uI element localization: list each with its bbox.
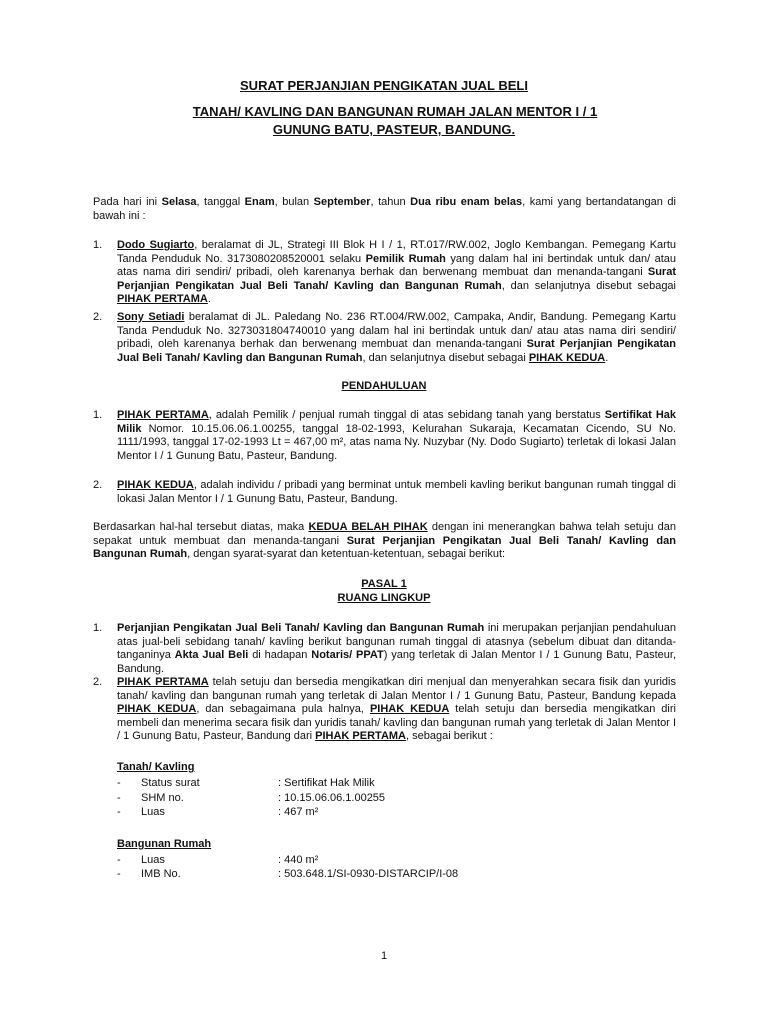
- party-1-paragraph: [117, 239, 676, 307]
- tanah-row: [0, 777, 768, 791]
- party-2-name: Sony Setiadi: [117, 311, 185, 323]
- row-dash: -: [117, 792, 121, 804]
- row-label: SHM no.: [141, 792, 184, 804]
- intro-day: Selasa: [161, 196, 197, 208]
- pendahuluan-1-text: Nomor. 10.15.06.06.1.00255, tanggal 18-02-1993, Kelurahan Sukaraja, Kecamatan Cicendo, SU No. 1111/1993, tanggal 17-02-1993 Lt = 467,00 m², atas nama Ny. Nuzybar (Ny. Dodo Sugiarto) terletak di lokasi Jalan Mentor I / 1 Gunung Batu, Pasteur, Bandung.: [117, 422, 676, 462]
- row-value: : 467 m²: [278, 806, 319, 818]
- pendahuluan-2-paragraph: [117, 479, 676, 506]
- party-1-text: .: [207, 293, 211, 306]
- party-1-name: Dodo Sugiarto: [117, 239, 195, 251]
- closing-text: , dengan syarat-syarat dan ketentuan-ketentuan, sebagai berikut:: [187, 548, 506, 561]
- intro-date: Enam: [244, 196, 275, 208]
- intro-text: , kami yang bertandatangan di bawah ini :: [93, 196, 676, 222]
- tanah-row: [0, 806, 768, 820]
- party-1-text: yang dalam hal ini bertindak untuk dan/ atau atas nama diri sendiri/ pribadi, oleh karenanya berhak dan berwenang membuat dan menanda-tangani: [117, 252, 677, 279]
- pasal-1-item-1-text: ini merupakan perjanjian pendahuluan atas jual-beli sebidang tanah/ kavling berikut bangunan rumah tinggal di atasnya (sebelum dibuat dan ditanda-tanganinya: [117, 622, 676, 662]
- pasal-1-item-2-alias: PIHAK KEDUA: [369, 703, 450, 716]
- ruang-lingkup-heading: RUANG LINGKUP: [337, 592, 431, 604]
- tanah-kavling-heading: Tanah/ Kavling: [117, 761, 195, 773]
- party-1-role: Pemilik Rumah: [365, 252, 446, 265]
- pasal-1-item-1-text: di hadapan: [248, 649, 312, 662]
- row-dash: -: [117, 868, 121, 880]
- pasal-1-item-2-number: 2.: [93, 676, 103, 688]
- pendahuluan-heading: PENDAHULUAN: [341, 380, 427, 392]
- party-1-number: 1.: [93, 239, 103, 251]
- party-1-document-name: Surat Perjanjian Pengikatan Jual Beli Tanah/ Kavling dan Bangunan Rumah: [117, 266, 676, 292]
- closing-text: dengan ini menerangkan bahwa telah setuju dan sepakat untuk membuat dan menanda-tangani: [93, 521, 676, 547]
- bangunan-row: [0, 868, 768, 882]
- pasal-1-heading: PASAL 1: [361, 578, 407, 590]
- pendahuluan-closing-paragraph: [93, 521, 676, 562]
- title-line-2: TANAH/ KAVLING DAN BANGUNAN RUMAH JALAN MENTOR I / 1: [192, 104, 598, 119]
- pasal-1-item-1-akta: Akta Jual Beli: [174, 649, 249, 662]
- closing-document-name: Surat Perjanjian Pengikatan Jual Beli Tanah/ Kavling dan Bangunan Rumah: [93, 534, 676, 561]
- bangunan-rumah-heading: Bangunan Rumah: [117, 838, 212, 850]
- title-line-1: SURAT PERJANJIAN PENGIKATAN JUAL BELI: [240, 78, 528, 93]
- party-2-number: 2.: [93, 311, 103, 323]
- party-2-text: .: [605, 351, 609, 364]
- row-label: Luas: [141, 806, 165, 818]
- row-value: : 10.15.06.06.1.00255: [278, 792, 386, 804]
- pendahuluan-1-certificate: Sertifikat Hak Milik: [117, 409, 676, 435]
- row-label: IMB No.: [141, 868, 181, 880]
- closing-both-parties: KEDUA BELAH PIHAK: [308, 521, 428, 533]
- row-dash: -: [117, 777, 121, 789]
- pendahuluan-2-number: 2.: [93, 479, 103, 491]
- party-2-text: , dan selanjutnya disebut sebagai: [362, 351, 529, 364]
- pasal-1-item-1-paragraph: [117, 622, 676, 676]
- closing-text: Berdasarkan hal-hal tersebut diatas, maka: [93, 521, 309, 533]
- row-dash: -: [117, 806, 121, 818]
- pasal-1-item-2-alias: PIHAK PERTAMA: [117, 676, 209, 688]
- pasal-1-item-2-alias: PIHAK KEDUA: [117, 703, 197, 716]
- pasal-1-item-2-text: , dan sebagaimana pula halnya,: [196, 703, 370, 716]
- row-value: : 503.648.1/SI-0930-DISTARCIP/I-08: [278, 868, 459, 880]
- pendahuluan-1-alias: PIHAK PERTAMA: [117, 409, 209, 421]
- intro-text: , bulan: [274, 196, 314, 208]
- pasal-1-item-1-document-name: Perjanjian Pengikatan Jual Beli Tanah/ Kavling dan Bangunan Rumah: [117, 622, 485, 634]
- party-2-paragraph: [117, 311, 676, 365]
- row-label: Luas: [141, 854, 165, 866]
- party-2-alias: PIHAK KEDUA: [528, 351, 606, 364]
- intro-year: Dua ribu enam belas: [410, 196, 523, 208]
- intro-month: September: [313, 196, 371, 208]
- intro-text: Pada hari ini: [93, 196, 162, 208]
- pendahuluan-2-text: , adalah individu / pribadi yang berminat untuk membeli kavling berikut bangunan rumah tinggal di lokasi Jalan Mentor I / 1 Gunung Batu, Pasteur, Bandung.: [117, 479, 676, 505]
- pendahuluan-1-text: , adalah Pemilik / penjual rumah tinggal di atas sebidang tanah yang berstatus: [208, 409, 605, 421]
- pasal-1-item-2-paragraph: [117, 676, 676, 744]
- pasal-1-item-2-alias: PIHAK PERTAMA: [315, 730, 406, 743]
- intro-text: , tanggal: [196, 196, 245, 208]
- pasal-1-item-1-notary: Notaris/ PPAT: [311, 649, 384, 662]
- party-1-text: , beralamat di JL, Strategi III Blok H I / 1, RT.017/RW.002, Joglo Kembangan. Pemegang Kartu Tanda Penduduk No. 3173080208520001 selaku: [117, 239, 676, 265]
- row-value: : Sertifikat Hak Milik: [278, 777, 375, 789]
- title-line-3: GUNUNG BATU, PASTEUR, BANDUNG.: [272, 122, 516, 137]
- intro-paragraph: [93, 196, 676, 223]
- row-value: : 440 m²: [278, 854, 319, 866]
- pasal-1-item-2-text: telah setuju dan bersedia mengikatkan diri menjual dan menyerahkan secara fisik dan yuridis tanah/ kavling dan bangunan rumah yang terletak di Jalan Mentor I / 1 Gunung Batu, Pasteur, Bandung kepada: [117, 676, 676, 702]
- pendahuluan-1-number: 1.: [93, 409, 103, 421]
- party-2-document-name: Surat Perjanjian Pengikatan Jual Beli Tanah/ Kavling dan Bangunan Rumah: [117, 338, 676, 364]
- intro-text: , tahun: [370, 196, 411, 208]
- page-number: 1: [380, 950, 388, 962]
- pasal-1-item-1-number: 1.: [93, 622, 103, 634]
- pendahuluan-1-paragraph: [117, 409, 676, 463]
- pasal-1-item-2-text: telah setuju dan bersedia mengikatkan diri membeli dan menerima secara fisik dan yuridis tanah/ kavling dan bangunan rumah yang terletak di Jalan Mentor I / 1 Gunung Batu, Pasteur, Bandung dari: [117, 703, 676, 743]
- row-label: Status surat: [141, 777, 200, 789]
- party-1-alias: PIHAK PERTAMA: [117, 293, 208, 306]
- tanah-row: [0, 792, 768, 806]
- party-2-text: beralamat di JL. Paledang No. 236 RT.004/RW.002, Campaka, Andir, Bandung. Pemegang Kartu Tanda Penduduk No. 3273031804740010 yang dalam hal ini bertindak untuk dan/ atau atas nama diri sendiri/ pribadi, oleh karenanya berhak dan berwenang membuat dan menanda-tangani: [117, 311, 676, 351]
- party-1-text: , dan selanjutnya disebut sebagai: [501, 279, 676, 292]
- pasal-1-item-2-text: , sebagai berikut :: [406, 730, 493, 743]
- pendahuluan-2-alias: PIHAK KEDUA: [117, 479, 194, 491]
- row-dash: -: [117, 854, 121, 866]
- bangunan-row: [0, 854, 768, 868]
- pasal-1-item-1-text: ) yang terletak di Jalan Mentor I / 1 Gunung Batu, Pasteur, Bandung.: [117, 649, 677, 675]
